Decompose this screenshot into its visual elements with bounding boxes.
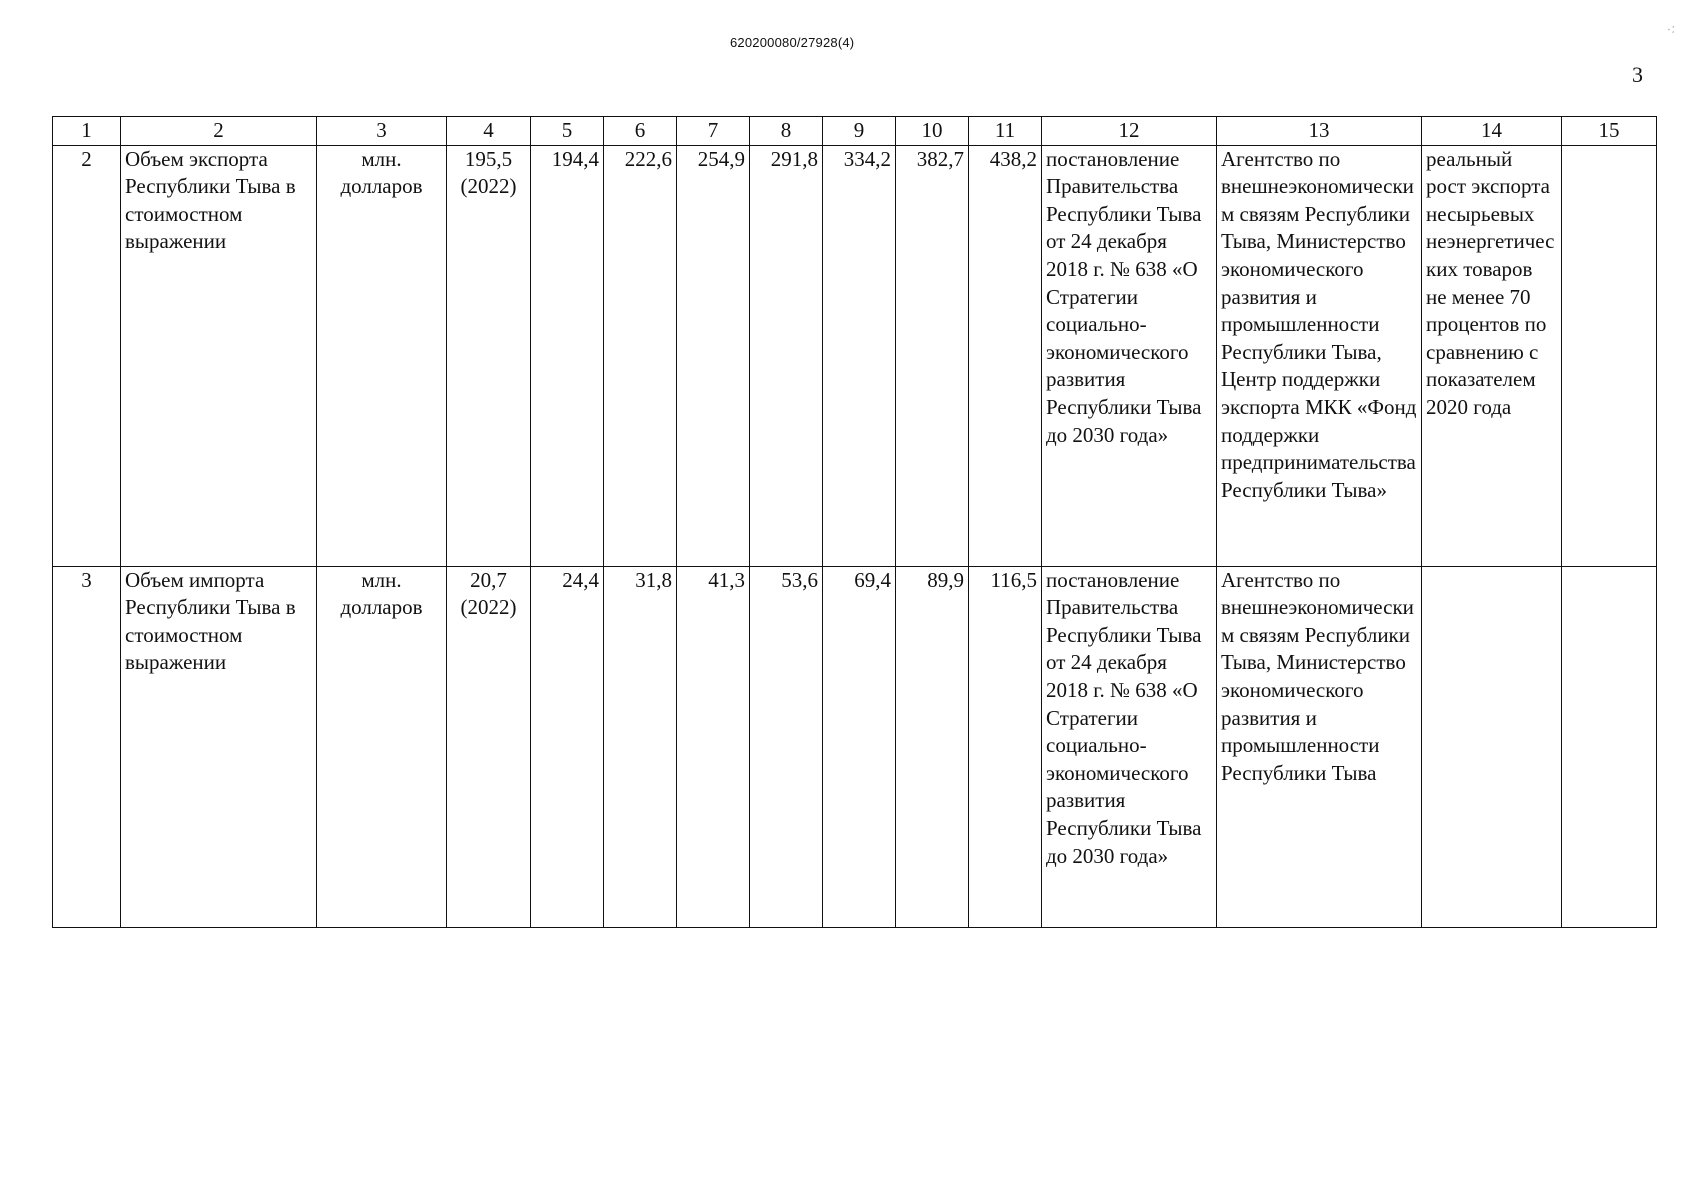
value-cell: 24,4 xyxy=(531,566,604,927)
column-header: 5 xyxy=(531,117,604,146)
column-header: 2 xyxy=(121,117,317,146)
unit-cell: млн. долларов xyxy=(317,145,447,566)
value-cell: 222,6 xyxy=(604,145,677,566)
column-header: 3 xyxy=(317,117,447,146)
value-cell: 382,7 xyxy=(896,145,969,566)
document-id: 620200080/27928(4) xyxy=(730,35,855,50)
column-header: 9 xyxy=(823,117,896,146)
empty-cell xyxy=(1562,145,1657,566)
column-header: 1 xyxy=(53,117,121,146)
column-header: 13 xyxy=(1217,117,1422,146)
value-cell: 53,6 xyxy=(750,566,823,927)
value-cell: 89,9 xyxy=(896,566,969,927)
column-header: 7 xyxy=(677,117,750,146)
base-value-cell xyxy=(447,145,531,566)
indicator-name: Объем импорта Республики Тыва в стоимостном выражении xyxy=(121,566,317,927)
column-header: 6 xyxy=(604,117,677,146)
value-cell: 438,2 xyxy=(969,145,1042,566)
value-cell: 291,8 xyxy=(750,145,823,566)
responsible-agencies: Агентство по внешнеэкономическим связям Республики Тыва, Министерство экономического развития и промышленности Республики Тыва, Центр поддержки экспорта МКК «Фонд поддержки предпринимательства Республики Тыва» xyxy=(1217,145,1422,566)
value-cell: 41,3 xyxy=(677,566,750,927)
empty-cell xyxy=(1562,566,1657,927)
indicators-table xyxy=(52,116,1657,928)
value-cell: 254,9 xyxy=(677,145,750,566)
row-number: 2 xyxy=(53,145,121,566)
column-header: 14 xyxy=(1422,117,1562,146)
column-header: 15 xyxy=(1562,117,1657,146)
value-cell: 31,8 xyxy=(604,566,677,927)
column-header: 8 xyxy=(750,117,823,146)
value-cell: 116,5 xyxy=(969,566,1042,927)
column-header: 10 xyxy=(896,117,969,146)
indicator-name: Объем экспорта Республики Тыва в стоимостном выражении xyxy=(121,145,317,566)
base-value: 20,7 xyxy=(470,567,507,592)
regulatory-document: постановление Правительства Республики Тыва от 24 декабря 2018 г. № 638 «О Стратегии социально-экономического развития Республики Тыва до 2030 года» xyxy=(1042,566,1217,927)
column-number-row xyxy=(53,117,1657,146)
table-row xyxy=(53,566,1657,927)
value-cell: 69,4 xyxy=(823,566,896,927)
row-number: 3 xyxy=(53,566,121,927)
column-header: 12 xyxy=(1042,117,1217,146)
regulatory-document: постановление Правительства Республики Тыва от 24 декабря 2018 г. № 638 «О Стратегии социально-экономического развития Республики Тыва до 2030 года» xyxy=(1042,145,1217,566)
target-goal: реальный рост экспорта несырьевых неэнергетических товаров не менее 70 процентов по сравнению с показателем 2020 года xyxy=(1422,145,1562,566)
table-row xyxy=(53,145,1657,566)
base-value-cell xyxy=(447,566,531,927)
responsible-agencies: Агентство по внешнеэкономическим связям Республики Тыва, Министерство экономического развития и промышленности Республики Тыва xyxy=(1217,566,1422,927)
base-value: 195,5 xyxy=(464,146,513,171)
unit-cell: млн. долларов xyxy=(317,566,447,927)
value-cell: 194,4 xyxy=(531,145,604,566)
base-year: (2022) xyxy=(460,595,517,620)
target-goal xyxy=(1422,566,1562,927)
scan-mark: ∴ xyxy=(1665,21,1679,38)
column-header: 4 xyxy=(447,117,531,146)
column-header: 11 xyxy=(969,117,1042,146)
value-cell: 334,2 xyxy=(823,145,896,566)
page-number: 3 xyxy=(1632,62,1643,87)
base-year: (2022) xyxy=(460,174,517,199)
